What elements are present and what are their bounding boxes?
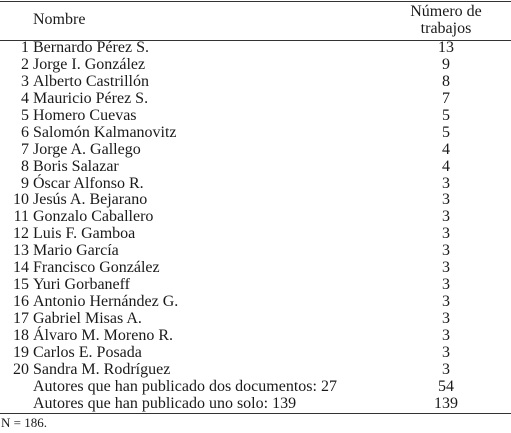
row-rank: 13 bbox=[13, 242, 29, 260]
table-row bbox=[0, 310, 511, 327]
row-work-count: 3 bbox=[442, 208, 450, 226]
row-rank: 18 bbox=[13, 326, 29, 344]
table-body bbox=[0, 39, 511, 378]
row-work-count: 7 bbox=[442, 89, 450, 107]
row-author-name: Boris Salazar bbox=[33, 157, 119, 175]
summary-label: Autores que han publicado uno solo: 139 bbox=[33, 394, 297, 412]
row-author-name: Salomón Kalmanovitz bbox=[33, 123, 177, 141]
row-rank: 9 bbox=[21, 174, 29, 192]
row-work-count: 9 bbox=[442, 55, 450, 73]
row-work-count: 3 bbox=[442, 310, 450, 327]
table-row bbox=[0, 242, 511, 259]
row-work-count: 4 bbox=[442, 157, 450, 175]
row-author-name: Francisco González bbox=[33, 259, 160, 277]
row-rank: 11 bbox=[13, 208, 29, 226]
row-work-count: 3 bbox=[442, 343, 450, 361]
row-rank: 15 bbox=[13, 276, 29, 294]
row-work-count: 13 bbox=[438, 39, 454, 56]
row-work-count: 5 bbox=[442, 106, 450, 124]
table-row bbox=[0, 90, 511, 107]
row-author-name: Yuri Gorbaneff bbox=[33, 276, 131, 294]
row-author-name: Gonzalo Caballero bbox=[33, 208, 154, 226]
row-work-count: 3 bbox=[442, 174, 450, 192]
row-author-name: Carlos E. Posada bbox=[33, 343, 142, 361]
row-author-name: Gabriel Misas A. bbox=[33, 310, 142, 327]
table-row bbox=[0, 73, 511, 90]
row-author-name: Óscar Alfonso R. bbox=[33, 174, 144, 192]
table-row bbox=[0, 124, 511, 141]
row-author-name: Antonio Hernández G. bbox=[33, 293, 179, 311]
row-work-count: 3 bbox=[442, 225, 450, 243]
table-row bbox=[0, 107, 511, 124]
row-work-count: 3 bbox=[442, 326, 450, 344]
table-row bbox=[0, 361, 511, 378]
row-author-name: Jorge A. Gallego bbox=[33, 140, 141, 158]
table-row bbox=[0, 225, 511, 242]
row-work-count: 3 bbox=[442, 242, 450, 260]
row-author-name: Mario García bbox=[33, 242, 119, 260]
row-author-name: Mauricio Pérez S. bbox=[33, 89, 149, 107]
row-work-count: 5 bbox=[442, 123, 450, 141]
row-work-count: 4 bbox=[442, 140, 450, 158]
table-row bbox=[0, 344, 511, 361]
summary-row-one-doc bbox=[0, 395, 511, 412]
row-author-name: Jesús A. Bejarano bbox=[33, 191, 148, 209]
row-rank: 6 bbox=[21, 123, 29, 141]
row-author-name: Sandra M. Rodríguez bbox=[33, 360, 171, 378]
table-row bbox=[0, 141, 511, 158]
column-header-count-line2: trabajos bbox=[420, 20, 472, 37]
row-work-count: 3 bbox=[442, 276, 450, 294]
column-header-count-line1: Número de bbox=[410, 3, 482, 20]
table-row bbox=[0, 293, 511, 310]
top-rule bbox=[0, 1, 511, 2]
row-work-count: 3 bbox=[442, 259, 450, 277]
summary-label: Autores que han publicado dos documentos: 27 bbox=[33, 378, 337, 395]
summary-count: 139 bbox=[434, 394, 458, 412]
summary-count: 54 bbox=[438, 378, 454, 395]
row-work-count: 3 bbox=[442, 293, 450, 311]
row-author-name: Alberto Castrillón bbox=[33, 72, 149, 90]
row-rank: 1 bbox=[21, 39, 29, 56]
column-header-count bbox=[385, 3, 507, 37]
table-summary bbox=[0, 378, 511, 412]
table-row bbox=[0, 56, 511, 73]
row-work-count: 3 bbox=[442, 360, 450, 378]
row-rank: 8 bbox=[21, 157, 29, 175]
table-row bbox=[0, 158, 511, 175]
row-work-count: 3 bbox=[442, 191, 450, 209]
row-rank: 3 bbox=[21, 72, 29, 90]
table-row bbox=[0, 259, 511, 276]
row-rank: 20 bbox=[13, 360, 29, 378]
table-row bbox=[0, 175, 511, 192]
bottom-rule bbox=[0, 413, 511, 414]
row-author-name: Luis F. Gamboa bbox=[33, 225, 136, 243]
table-row bbox=[0, 276, 511, 293]
table-row bbox=[0, 327, 511, 344]
row-rank: 12 bbox=[13, 225, 29, 243]
column-header-name: Nombre bbox=[33, 11, 86, 28]
row-author-name: Álvaro M. Moreno R. bbox=[33, 326, 173, 344]
summary-row-two-docs bbox=[0, 378, 511, 395]
row-rank: 19 bbox=[13, 343, 29, 361]
row-author-name: Jorge I. González bbox=[33, 55, 146, 73]
row-rank: 7 bbox=[21, 140, 29, 158]
row-rank: 16 bbox=[13, 293, 29, 311]
table-row bbox=[0, 39, 511, 56]
row-author-name: Bernardo Pérez S. bbox=[33, 39, 149, 56]
row-rank: 10 bbox=[13, 191, 29, 209]
row-work-count: 8 bbox=[442, 72, 450, 90]
table-row bbox=[0, 208, 511, 225]
row-rank: 2 bbox=[21, 55, 29, 73]
row-author-name: Homero Cuevas bbox=[33, 106, 137, 124]
row-rank: 14 bbox=[13, 259, 29, 277]
table-footnote: N = 186. bbox=[1, 415, 47, 430]
row-rank: 17 bbox=[13, 310, 29, 327]
row-rank: 4 bbox=[21, 89, 29, 107]
row-rank: 5 bbox=[21, 106, 29, 124]
table-row bbox=[0, 191, 511, 208]
